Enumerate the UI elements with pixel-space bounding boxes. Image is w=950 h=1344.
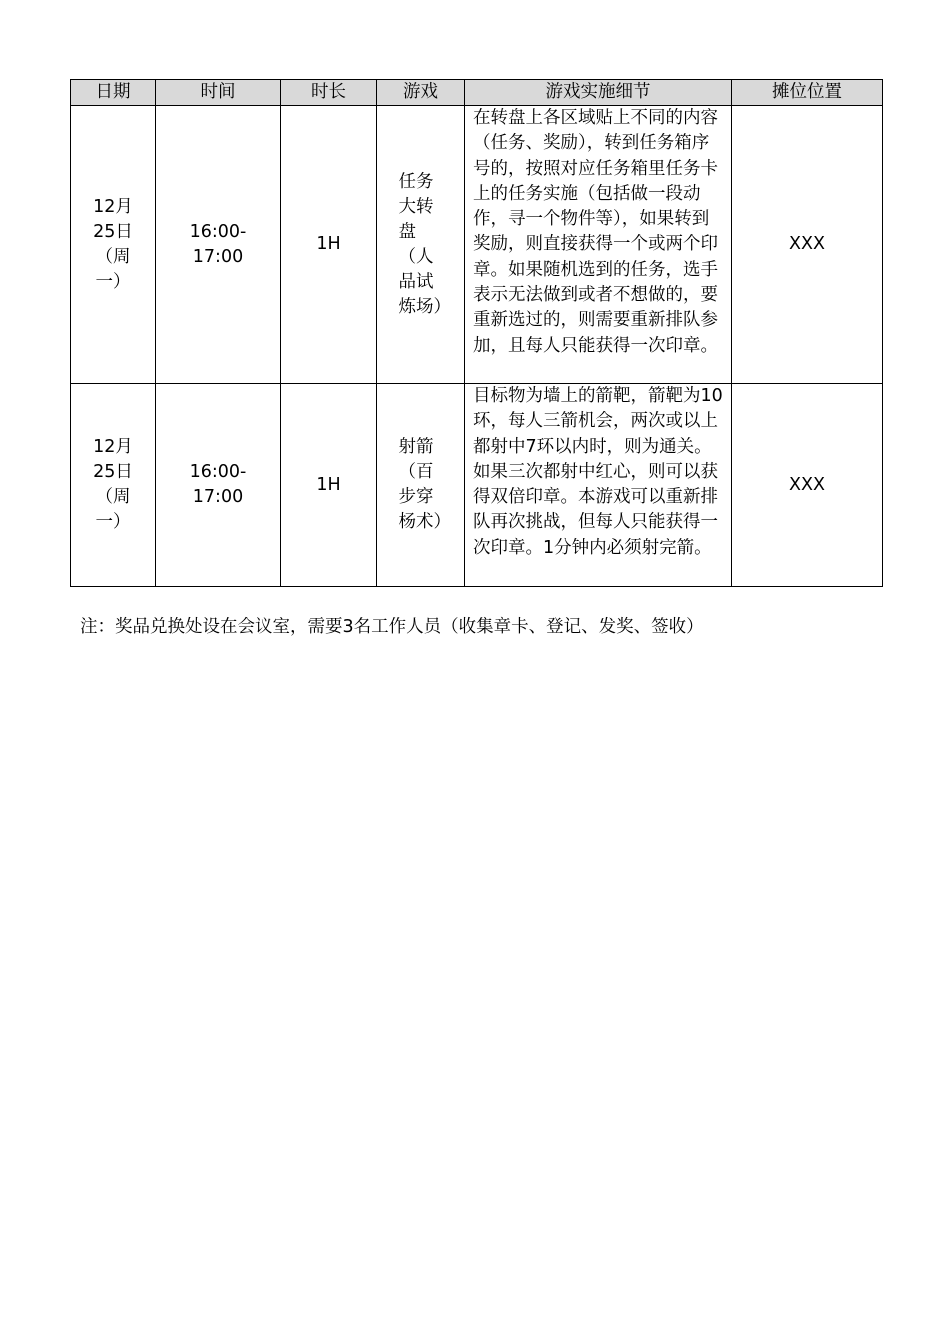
table-header-row (71, 80, 883, 106)
location-cell: XXX (732, 106, 883, 384)
time-text: 16:00-17:00 (189, 221, 247, 267)
date-text: 12月25日（周一） (93, 437, 133, 532)
date-cell (71, 106, 156, 384)
time-cell (156, 384, 281, 587)
game-text: 射箭（百步穿杨术） (398, 437, 451, 532)
time-text: 16:00-17:00 (189, 462, 247, 507)
date-text: 12月25日（周一） (93, 196, 133, 292)
details-cell (465, 106, 732, 384)
details-text: 在转盘上各区域贴上不同的内容（任务、奖励），转到任务箱序号的，按照对应任务箱里任务卡上的任务实施（包括做一段动作，寻一个物件等），如果转到奖励，则直接获得一个或两个印章。如果随机选到的任务，选手表示无法做到或者不想做的，要重新选过的，则需要重新排队参加，且每人只能获得一次印章。 (473, 108, 718, 356)
header-time: 时间 (156, 80, 281, 106)
date-cell (71, 384, 156, 587)
header-duration: 时长 (281, 80, 377, 106)
header-game: 游戏 (377, 80, 465, 106)
duration-cell: 1H (281, 384, 377, 587)
game-text: 任务大转盘（人品试炼场） (398, 171, 451, 317)
time-cell (156, 106, 281, 384)
game-cell (377, 106, 465, 384)
table-row (71, 106, 883, 384)
game-schedule-table (70, 79, 883, 587)
header-location: 摊位位置 (732, 80, 883, 106)
table-row (71, 384, 883, 587)
footnote: 注：奖品兑换处设在会议室，需要3名工作人员（收集章卡、登记、发奖、签收） (80, 617, 704, 637)
header-details: 游戏实施细节 (465, 80, 732, 106)
game-cell (377, 384, 465, 587)
duration-cell: 1H (281, 106, 377, 384)
details-text: 目标物为墙上的箭靶，箭靶为10环，每人三箭机会，两次或以上都射中7环以内时，则为通关。如果三次都射中红心，则可以获得双倍印章。本游戏可以重新排队再次挑战，但每人只能获得一次印章。1分钟内必须射完箭。 (473, 386, 723, 558)
location-cell: XXX (732, 384, 883, 587)
header-date: 日期 (71, 80, 156, 106)
details-cell (465, 384, 732, 587)
